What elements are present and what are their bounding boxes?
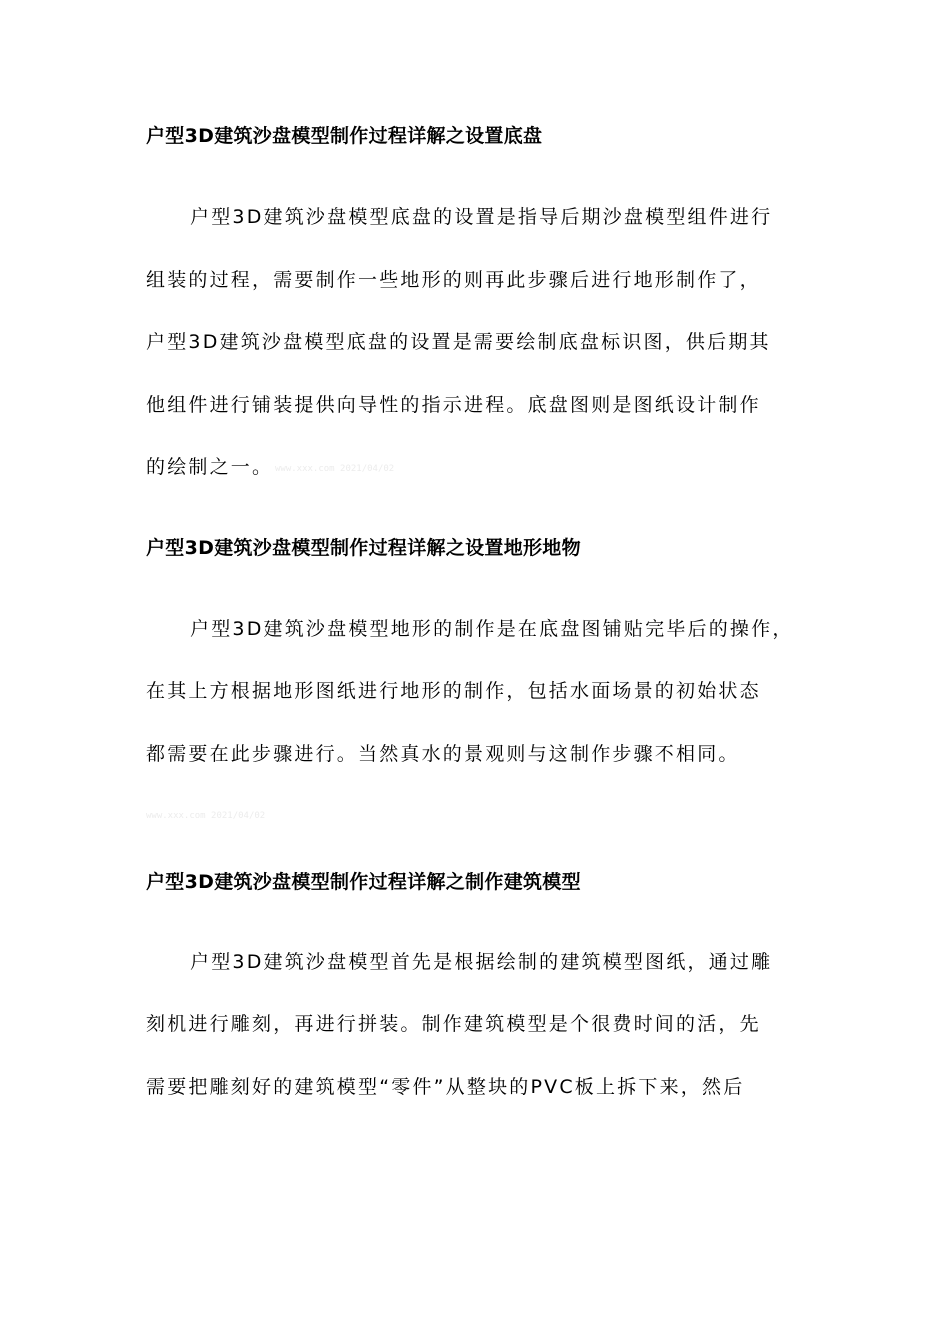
paragraph-line: 都需要在此步骤进行。当然真水的景观则与这制作步骤不相同。 (146, 743, 740, 765)
section-heading-chassis: 户型3D建筑沙盘模型制作过程详解之设置底盘 (146, 125, 543, 147)
faint-watermark-text: www.xxx.com 2021/04/02 (146, 811, 266, 821)
paragraph-line: 刻机进行雕刻，再进行拼装。制作建筑模型是个很费时间的活，先 (146, 1013, 761, 1035)
paragraph-line: 需要把雕刻好的建筑模型“零件”从整块的PVC板上拆下来，然后 (146, 1076, 745, 1098)
paragraph-line: 户型3D建筑沙盘模型底盘的设置是需要绘制底盘标识图，供后期其 (146, 331, 771, 353)
paragraph-line: 户型3D建筑沙盘模型地形的制作是在底盘图铺贴完毕后的操作， (190, 618, 794, 640)
paragraph-line: 组装的过程，需要制作一些地形的则再此步骤后进行地形制作了， (146, 269, 761, 291)
section-heading-terrain: 户型3D建筑沙盘模型制作过程详解之设置地形地物 (146, 537, 581, 559)
paragraph-line: 的绘制之一。 (146, 456, 274, 478)
faint-watermark-text: www.xxx.com 2021/04/02 (275, 464, 395, 474)
paragraph-line: 户型3D建筑沙盘模型底盘的设置是指导后期沙盘模型组件进行 (190, 206, 773, 228)
paragraph-line: 在其上方根据地形图纸进行地形的制作，包括水面场景的初始状态 (146, 680, 761, 702)
paragraph-line: 户型3D建筑沙盘模型首先是根据绘制的建筑模型图纸，通过雕 (190, 951, 773, 973)
section-heading-building-model: 户型3D建筑沙盘模型制作过程详解之制作建筑模型 (146, 871, 581, 893)
paragraph-line: 他组件进行铺装提供向导性的指示进程。底盘图则是图纸设计制作 (146, 394, 761, 416)
